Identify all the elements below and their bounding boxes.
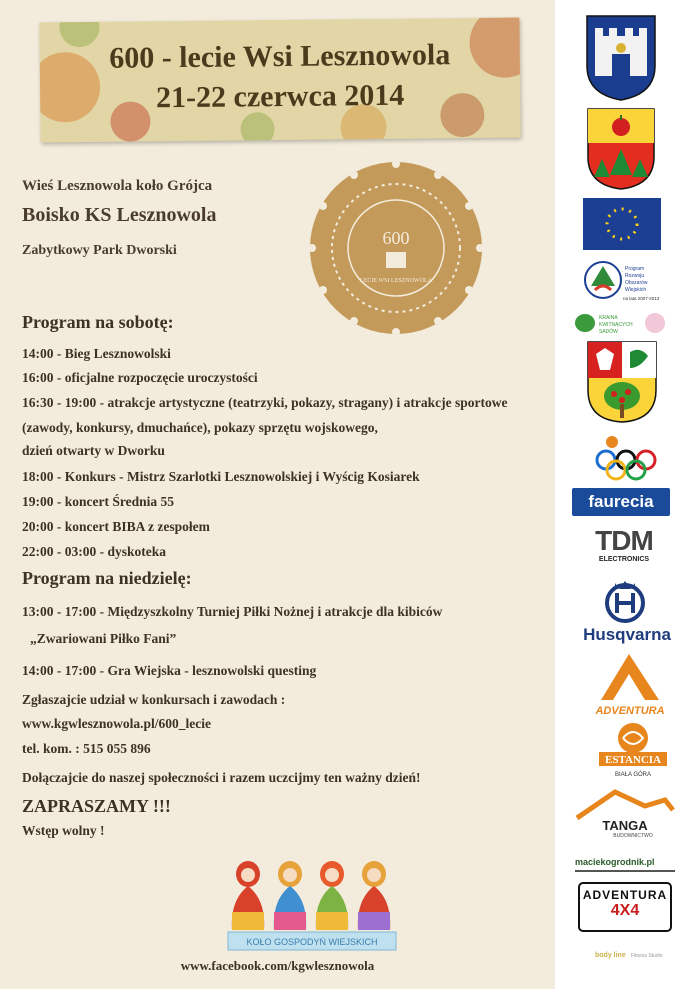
facebook-link[interactable]: www.facebook.com/kgwlesznowola [180,958,375,973]
prow-logo [583,258,665,304]
body-line-logo [595,942,665,966]
invite-text: ZAPRASZAMY !!! [22,796,171,816]
county-crest-icon [586,340,658,424]
adventura-logo [595,650,665,720]
saturday-line: 19:00 - koncert Średnia 55 [22,494,174,509]
sunday-line: 13:00 - 17:00 - Międzyszkolny Turniej Piłki Nożnej i atrakcje dla kibiców [22,604,443,619]
maciekogrodnik-logo [575,850,675,872]
apple-tree-crest-icon [586,107,656,191]
adventura-4x4-logo [578,882,672,932]
tdm-sub: ELECTRONICS [598,556,650,563]
sponsor-column [555,0,700,989]
contact-appeal: Dołączajcie do naszej społeczności i razem uczcijmy ten ważny dzień! [22,770,421,785]
husqvarna-logo-text: Husqvarna [583,625,671,644]
prow-text: Program [625,266,645,272]
kgw-dolls-logo [226,860,398,952]
doll-icon [232,861,264,930]
tdm-electronics-logo [591,526,657,563]
faurecia-logo: faurecia [572,488,670,516]
estancia-text: ESTANCIA [604,754,662,766]
adventura-text: ADVENTURA [595,705,665,717]
kgw-label: KOŁO GOSPODYŃ WIEJSKICH [246,937,378,947]
medallion-crest-icon [386,252,406,268]
anniversary-medallion [308,160,484,336]
doll-icon [316,861,348,930]
saturday-line: (zawody, konkursy, dmuchańce), pokazy sprzętu wojskowego, [22,420,378,435]
medallion-outer-ring [310,162,482,334]
banner-title-line1: 600 - lecie Wsi Lesznowola [109,38,451,75]
husqvarna-crown-icon [603,577,647,625]
prow-text: Wiejskich [625,287,647,293]
saturday-line: dzień otwarty w Dworku [22,443,165,458]
location-field: Boisko KS Lesznowola [22,204,217,226]
banner-title-line2: 21-22 czerwca 2014 [155,78,405,115]
kraina-text: KWITNĄCYCH [599,322,633,328]
entry-text: Wstęp wolny ! [22,823,105,838]
olympic-rings-logo [592,430,660,482]
tdm-main: TDM [595,525,653,556]
kraina-text: KRAINA [599,315,618,321]
kraina-sadow-logo [573,308,669,338]
location-park: Zabytkowy Park Dworski [22,243,177,258]
sunday-line: 14:00 - 17:00 - Gra Wiejska - lesznowolski questing [22,663,317,678]
title-banner [39,17,520,142]
contact-register: Zgłaszajcie udział w konkursach i zawodach : [22,692,286,707]
location-village: Wieś Lesznowola koło Grójca [22,178,213,194]
estancia-sub: BIAŁA GÓRA [614,772,652,778]
saturday-title: Program na sobotę: [22,312,174,332]
kraina-text: SADÓW [599,329,618,335]
tanga-logo [575,788,675,838]
adv4x4-line1: ADVENTURA [582,888,668,902]
tanga-sub: BUDOWNICTWO [613,833,653,838]
saturday-line: 16:30 - 19:00 - atrakcje artystyczne (teatrzyki, pokazy, stragany) i atrakcje sportowe [22,395,508,410]
saturday-line: 22:00 - 03:00 - dyskoteka [22,544,166,559]
contact-phone: tel. kom. : 515 055 896 [22,741,151,756]
saturday-line: 20:00 - koncert BIBA z zespołem [22,519,210,534]
tanga-text: TANGA [602,818,648,833]
saturday-line: 16:00 - oficjalne rozpoczęcie uroczystości [22,370,258,385]
medallion-number: 600 [382,228,410,248]
prow-years: na lata 2007-2013 [623,296,660,301]
bodyline-text: body line [595,952,626,959]
medallion-text: LECIE WSI LESZNOWOLA [360,278,432,284]
sunday-title: Program na niedzielę: [22,568,192,588]
sunday-line: „Zwariowani Piłko Fani” [30,631,177,646]
maciek-text: maciekogrodnik.pl [575,857,655,867]
estancia-logo [593,720,673,778]
prow-text: Rozwoju [625,273,645,279]
doll-icon [274,861,306,930]
saturday-line: 18:00 - Konkurs - Mistrz Szarlotki Lesznowolskiej i Wyścig Kosiarek [22,469,420,484]
saturday-line: 14:00 - Bieg Lesznowolski [22,346,171,361]
contact-website: www.kgwlesznowola.pl/600_lecie [22,716,211,731]
castle-crest-icon [585,14,657,102]
bodyline-sub: Fitness Studio [630,953,663,959]
eu-flag-icon [583,198,661,250]
adv4x4-line2: 4X4 [610,902,640,919]
prow-text: Obszarów [625,280,648,286]
doll-icon [358,861,390,930]
